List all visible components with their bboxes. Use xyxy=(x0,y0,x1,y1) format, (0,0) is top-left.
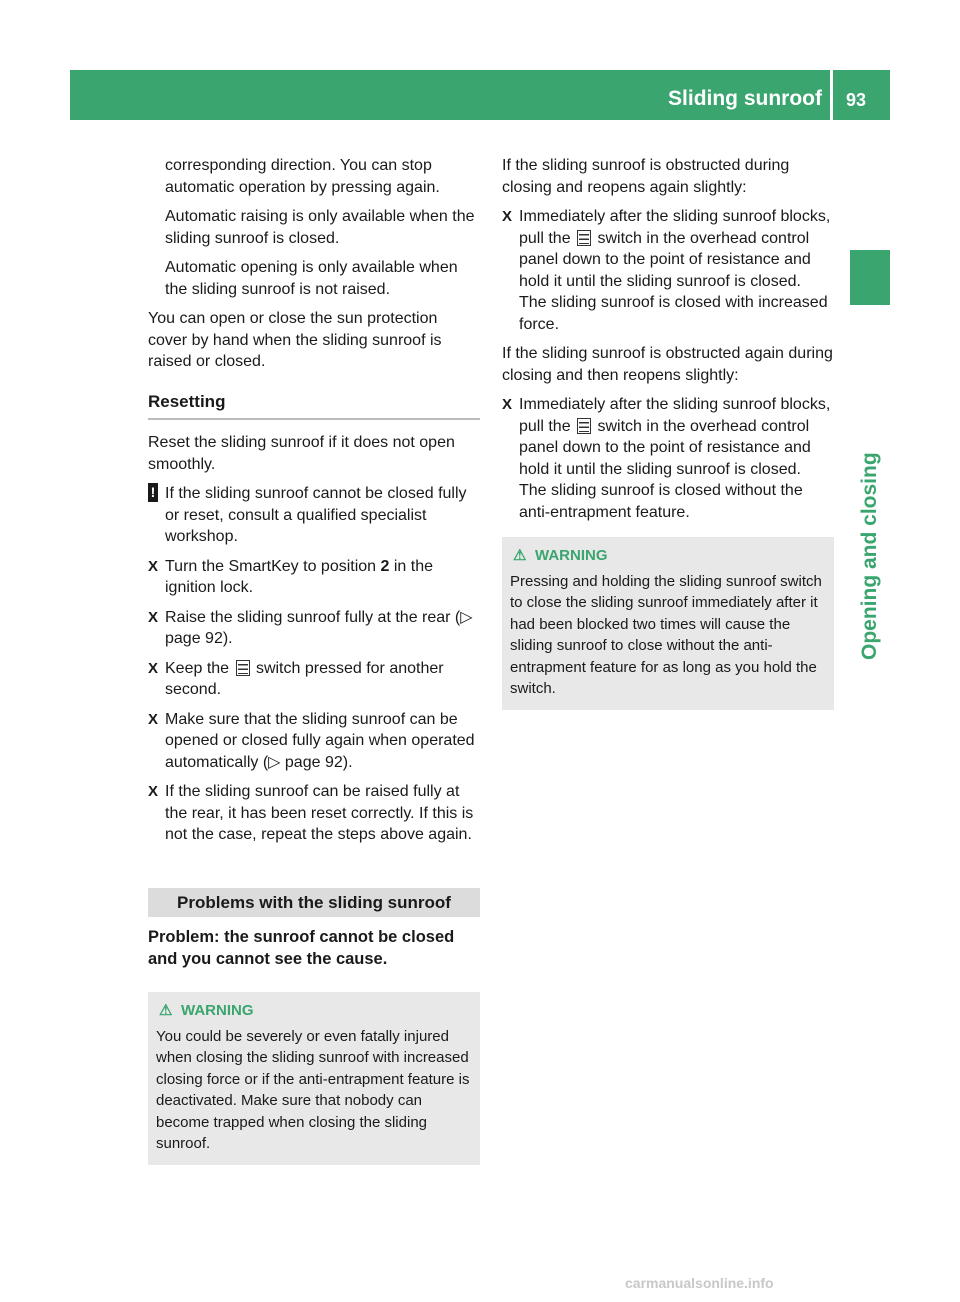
step-text: switch in the overhead control panel down to the point of resistance and hold it until the sliding sunroof is closed. xyxy=(519,229,811,290)
paragraph: You can open or close the sun protection cover by hand when the sliding sunroof is raised or closed. xyxy=(148,310,442,370)
step-marker-icon: X xyxy=(502,396,513,413)
sunroof-switch-icon xyxy=(577,418,591,434)
page-number: 93 xyxy=(846,90,867,110)
warning-box xyxy=(502,537,834,710)
warning-title xyxy=(510,545,826,567)
exclamation-icon: ! xyxy=(148,483,158,502)
section-heading-problems: Problems with the sliding sunroof xyxy=(148,888,480,918)
step-text: If the sliding sunroof can be raised fully at the rear, it has been reset correctly. If this is not the case, repeat the steps above again. xyxy=(165,783,474,843)
warning-title xyxy=(156,1000,472,1022)
step xyxy=(148,709,480,774)
paragraph: Automatic opening is only available when the sliding sunroof is not raised. xyxy=(165,259,458,298)
step-marker-icon: X xyxy=(148,783,159,800)
step-text: Turn the SmartKey to position xyxy=(165,557,381,575)
step-text: Keep the xyxy=(165,659,234,677)
step xyxy=(148,658,480,701)
header-divider xyxy=(830,70,833,120)
step-text: Make sure that the sliding sunroof can be opened or closed fully again when operated automatically ( xyxy=(165,710,475,771)
side-tab xyxy=(850,250,890,305)
step-marker-icon: X xyxy=(148,710,159,728)
chapter-label: Opening and closing xyxy=(858,452,881,660)
section-heading-resetting: Resetting xyxy=(148,391,480,421)
step-text: switch in the overhead control panel down to the point of resistance and hold it until the sliding sunroof is closed. xyxy=(519,417,811,478)
step-result: The sliding sunroof is closed with increased force. xyxy=(519,294,828,333)
step-marker-icon: X xyxy=(502,208,513,225)
paragraph: Automatic raising is only available when the sliding sunroof is closed. xyxy=(165,208,475,247)
step-marker-icon: X xyxy=(148,659,159,677)
step xyxy=(148,556,480,599)
position-value: 2 xyxy=(380,557,390,575)
step-marker-icon: X xyxy=(148,557,159,575)
warning-label: WARNING xyxy=(535,547,608,564)
paragraph: corresponding direction. You can stop automatic operation by pressing again. xyxy=(165,157,440,196)
step-text: in the ignition lock. xyxy=(165,557,434,596)
note xyxy=(148,483,480,548)
step-text: Immediately after the sliding sunroof blocks, pull the xyxy=(519,396,831,435)
problem-heading: Problem: the sunroof cannot be closed and you cannot see the cause. xyxy=(148,928,455,968)
paragraph: Reset the sliding sunroof if it does not open smoothly. xyxy=(148,434,455,473)
step-marker-icon: X xyxy=(148,608,159,626)
page-ref-arrow-icon: ▷ xyxy=(460,608,473,626)
step xyxy=(148,781,480,846)
step xyxy=(148,607,480,650)
paragraph: If the sliding sunroof is obstructed again during closing and then reopens slightly: xyxy=(502,345,833,384)
note-text: If the sliding sunroof cannot be closed fully or reset, consult a qualified specialist workshop. xyxy=(165,485,467,545)
right-column xyxy=(502,155,834,710)
page-reference: page 92). xyxy=(284,753,353,771)
page-title: Sliding sunroof xyxy=(668,87,822,110)
footer-watermark: carmanualsonline.info xyxy=(625,1275,774,1291)
warning-label: WARNING xyxy=(181,1002,254,1019)
sunroof-switch-icon xyxy=(577,230,591,246)
warning-text: You could be severely or even fatally injured when closing the sliding sunroof with increased closing force or if the anti-entrapment feature is deactivated. Make sure that nobody can become trapped when closing the sliding sunroof. xyxy=(156,1027,470,1152)
warning-text: Pressing and holding the sliding sunroof switch to close the sliding sunroof immediately after it had been blocked two times will cause the sliding sunroof to close without the anti-entrapment feature for as long as you hold the switch. xyxy=(510,572,822,697)
step xyxy=(502,394,834,523)
step-text: Raise the sliding sunroof fully at the rear ( xyxy=(165,608,461,626)
step xyxy=(502,206,834,335)
warning-box xyxy=(148,992,480,1165)
warning-triangle-icon: ⚠ xyxy=(513,547,527,564)
page-ref-arrow-icon: ▷ xyxy=(268,753,285,771)
sunroof-switch-icon xyxy=(236,660,250,676)
step-result: The sliding sunroof is closed without the anti-entrapment feature. xyxy=(519,482,803,521)
left-column xyxy=(148,155,480,1165)
step-text: switch pressed for another second. xyxy=(165,659,444,698)
step-text: Immediately after the sliding sunroof blocks, pull the xyxy=(519,208,831,247)
paragraph: If the sliding sunroof is obstructed during closing and reopens again slightly: xyxy=(502,157,790,196)
page-reference: page 92). xyxy=(165,630,233,647)
warning-triangle-icon: ⚠ xyxy=(159,1002,173,1019)
